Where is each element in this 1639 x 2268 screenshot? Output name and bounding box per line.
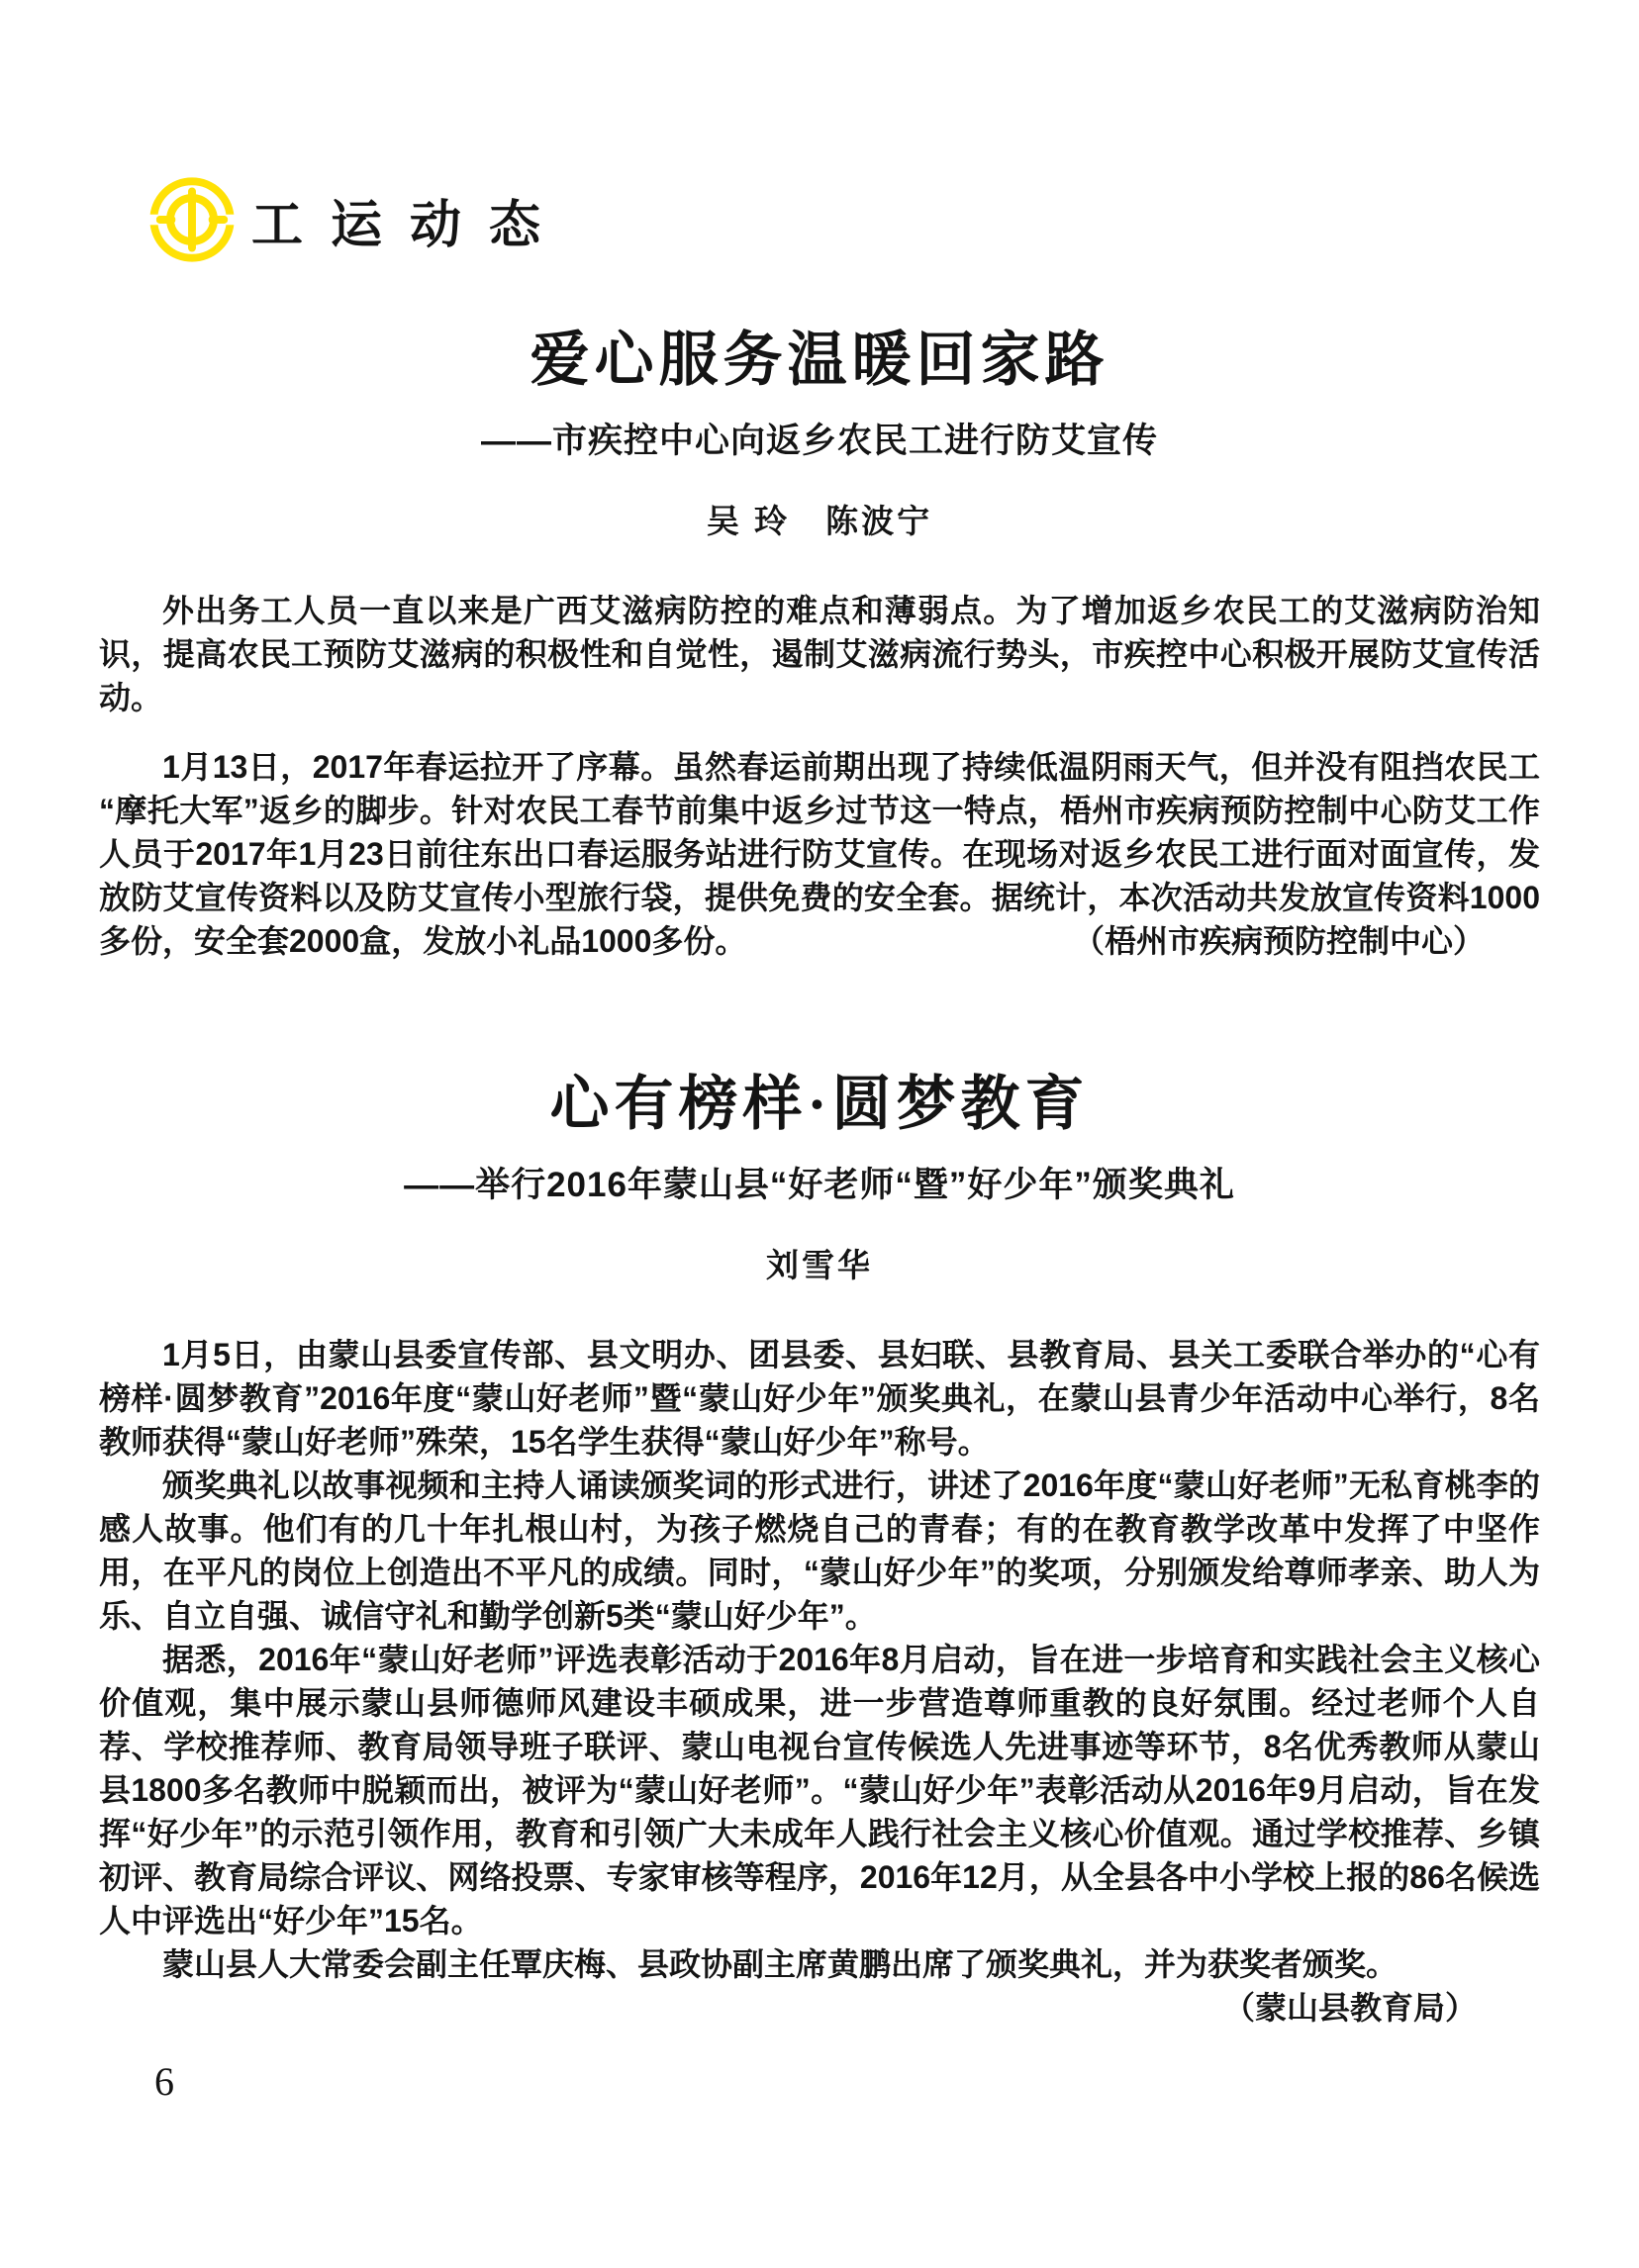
masthead-title: 工运动态	[251, 197, 569, 254]
article-2-paragraph-2: 颁奖典礼以故事视频和主持人诵读颁奖词的形式进行，讲述了2016年度“蒙山好老师”无私育桃李的感人故事。他们有的几十年扎根山村，为孩子燃烧自己的青春；有的在教育教学改革中发挥了中坚作用，在平凡的岗位上创造出不平凡的成绩。同时，“蒙山好少年”的奖项，分别颁发给尊师孝亲、助人为乐、自立自强、诚信守礼和勤学创新5类“蒙山好少年”。	[99, 1467, 1540, 1634]
article-1-body	[99, 589, 1540, 963]
masthead	[148, 176, 568, 263]
article-1-title: 爱心服务温暖回家路	[530, 328, 1109, 393]
article-1-attribution: （梧州市疾病预防控制中心）	[1072, 923, 1485, 959]
article-1-paragraph-1: 外出务工人员一直以来是广西艾滋病防控的难点和薄弱点。为了增加返乡农民工的艾滋病防治知识，提高农民工预防艾滋病的积极性和自觉性，遏制艾滋病流行势头，市疾控中心积极开展防艾宣传活动。	[99, 593, 1540, 715]
article-2-paragraph-3: 据悉，2016年“蒙山好老师”评选表彰活动于2016年8月启动，旨在进一步培育和实践社会主义核心价值观，集中展示蒙山县师德师风建设丰硕成果，进一步营造尊师重教的良好氛围。经过老师个人自荐、学校推荐师、教育局领导班子联评、蒙山电视台宣传候选人先进事迹等环节，8名优秀教师从蒙山县1800多名教师中脱颖而出，被评为“蒙山好老师”。“蒙山好少年”表彰活动从2016年9月启动，旨在发挥“好少年”的示范引领作用，教育和引领广大未成年人践行社会主义核心价值观。通过学校推荐、乡镇初评、教育局综合评议、网络投票、专家审核等程序，2016年12月，从全县各中小学校上报的86名候选人中评选出“好少年”15名。	[99, 1642, 1540, 1938]
article-2-authors: 刘雪华	[766, 1247, 873, 1283]
article-2-paragraph-4: 蒙山县人大常委会副主任覃庆梅、县政协副主席黄鹏出席了颁奖典礼，并为获奖者颁奖。	[162, 1946, 1398, 1982]
article-2	[99, 1066, 1540, 2030]
article-2-body	[99, 1333, 1540, 2030]
page-number: 6	[154, 2059, 174, 2104]
article-1-subtitle: ——市疾控中心向返乡农民工进行防艾宣传	[480, 422, 1158, 460]
article-1-authors: 吴 玲 陈波宁	[706, 503, 933, 539]
article-2-paragraph-1: 1月5日，由蒙山县委宣传部、县文明办、团县委、县妇联、县教育局、县关工委联合举办的“心有榜样·圆梦教育”2016年度“蒙山好老师”暨“蒙山好少年”颁奖典礼，在蒙山县青少年活动中心举行，8名教师获得“蒙山好老师”殊荣，15名学生获得“蒙山好少年”称号。	[99, 1337, 1540, 1460]
article-1	[99, 322, 1540, 963]
article-2-title: 心有榜样·圆梦教育	[549, 1072, 1090, 1137]
trade-union-emblem-icon	[148, 176, 236, 263]
article-2-subtitle: ——举行2016年蒙山县“好老师“暨”好少年”颁奖典礼	[404, 1166, 1235, 1204]
article-2-attribution: （蒙山县教育局）	[1222, 1990, 1477, 2026]
article-1-paragraph-2: 1月13日，2017年春运拉开了序幕。虽然春运前期出现了持续低温阴雨天气，但并没有阻挡农民工“摩托大军”返乡的脚步。针对农民工春节前集中返乡过节这一特点，梧州市疾病预防控制中心防艾工作人员于2017年1月23日前往东出口春运服务站进行防艾宣传。在现场对返乡农民工进行面对面宣传，发放防艾宣传资料以及防艾宣传小型旅行袋，提供免费的安全套。据统计，本次活动共发放宣传资料1000多份，安全套2000盒，发放小礼品1000多份。	[99, 749, 1540, 959]
articles-column	[99, 322, 1540, 2030]
